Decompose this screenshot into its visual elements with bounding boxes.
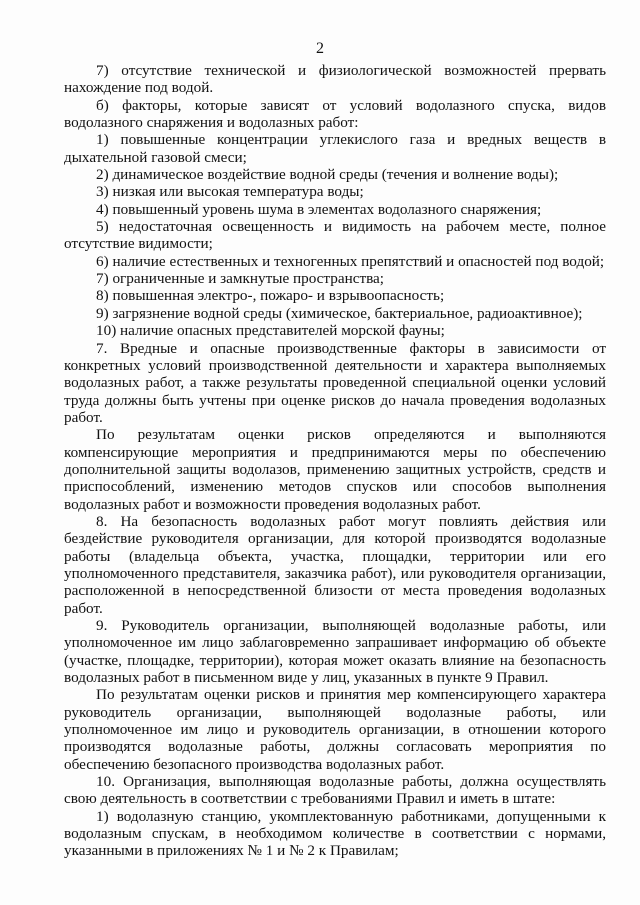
- paragraph: 5) недостаточная освещенность и видимость на рабочем месте, полное отсутствие видимости;: [64, 218, 606, 253]
- paragraph: 8. На безопасность водолазных работ могут повлиять действия или бездействие руководителя организации, для которой производятся водолазные работы (владельца объекта, участка, площадки, территории или его уполномоченного представителя, заказчика работ), или руководителя организации, расположенной в непосредственной близости от места проведения водолазных работ.: [64, 512, 606, 617]
- paragraph: 3) низкая или высокая температура воды;: [96, 183, 364, 201]
- page-number: 2: [316, 40, 324, 57]
- paragraph: 6) наличие естественных и техногенных препятствий и опасностей под водой;: [96, 252, 605, 270]
- paragraph: 1) повышенные концентрации углекислого газа и вредных веществ в дыхательной газовой смеси;: [64, 131, 606, 166]
- paragraph: По результатам оценки рисков определяются и выполняются компенсирующие мероприятия и предпринимаются меры по обеспечению дополнительной защиты водолазов, применению защитных устройств, средств и приспособлений, изменению методов спусков или способов выполнения водолазных работ и возможности проведения водолазных работ.: [64, 426, 606, 513]
- paragraph: 10. Организация, выполняющая водолазные работы, должна осуществлять свою деятельность в соответствии с требованиями Правил и иметь в штате:: [64, 773, 606, 808]
- paragraph: 2) динамическое воздействие водной среды (течения и волнение воды);: [96, 166, 559, 184]
- paragraph: 9) загрязнение водной среды (химическое, бактериальное, радиоактивное);: [96, 304, 583, 322]
- paragraph: 10) наличие опасных представителей морской фауны;: [96, 322, 445, 340]
- paragraph: 7) ограниченные и замкнутые пространства;: [96, 270, 385, 288]
- paragraph: По результатам оценки рисков и принятия мер компенсирующего характера руководитель организации, выполняющей водолазные работы, или уполномоченное им лицо и руководитель организации, в отношении которого производятся водолазные работы, должны согласовать мероприятия по обеспечению безопасного производства водолазных работ.: [64, 686, 606, 773]
- paragraph: 9. Руководитель организации, выполняющей водолазные работы, или уполномоченное им лицо заблаговременно запрашивает информацию об объекте (участке, площадке, территории), которая может оказать влияние на безопасность водолазных работ в письменном виде у лиц, указанных в пункте 9 Правил.: [64, 617, 606, 687]
- paragraph: 8) повышенная электро-, пожаро- и взрывоопасность;: [96, 287, 445, 305]
- paragraph: 4) повышенный уровень шума в элементах водолазного снаряжения;: [96, 200, 542, 218]
- paragraph: 7. Вредные и опасные производственные факторы в зависимости от конкретных условий производственной деятельности и характера выполняемых водолазных работ, а также результаты проведенной специальной оценки условий труда должны быть учтены при оценке рисков до начала проведения водолазных работ.: [64, 339, 606, 426]
- paragraph: 1) водолазную станцию, укомплектованную работниками, допущенными к водолазным спускам, в необходимом количестве в соответствии с нормами, указанными в приложениях № 1 и № 2 к Правилам;: [64, 807, 606, 860]
- paragraph: 7) отсутствие технической и физиологической возможностей прервать нахождение под водой.: [64, 62, 606, 97]
- paragraph: б) факторы, которые зависят от условий водолазного спуска, видов водолазного снаряжения и водолазных работ:: [64, 96, 606, 132]
- document-body: [64, 62, 606, 860]
